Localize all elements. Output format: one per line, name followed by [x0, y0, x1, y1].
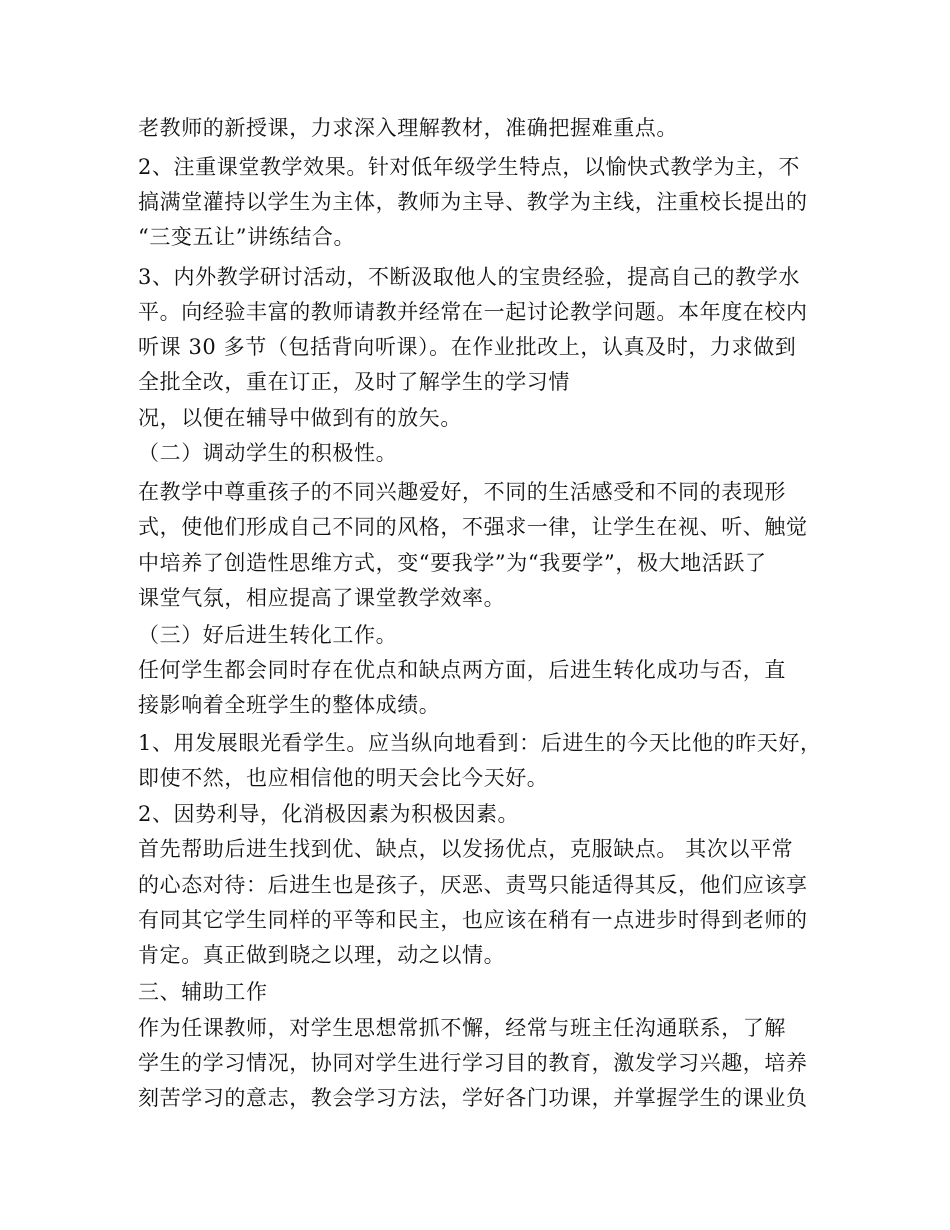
- text-line: 在教学中尊重孩子的不同兴趣爱好，不同的生活感受和不同的表现形: [138, 480, 786, 504]
- text-line: 学生的学习情况，协同对学生进行学习目的教育，激发学习兴趣，培养: [138, 1051, 808, 1075]
- text-line: 2、因势利导，化消极因素为积极因素。: [138, 802, 520, 826]
- text-line: 听课 30 多节（包括背向听课）。在作业批改上，认真及时，力求做到: [138, 335, 797, 359]
- text-line: 中培养了创造性思维方式，变“要我学”为“我要学”，极大地活跃了: [138, 551, 767, 575]
- text-line: “三变五让”讲练结合。: [138, 225, 356, 249]
- text-line: 课堂气氛，相应提高了课堂教学效率。: [138, 586, 506, 610]
- text-line: 2、注重课堂教学效果。针对低年级学生特点，以愉快式教学为主，不: [138, 155, 800, 179]
- text-line: 任何学生都会同时存在优点和缺点两方面，后进生转化成功与否，直: [138, 658, 786, 682]
- section-heading: （二）调动学生的积极性。: [138, 441, 398, 465]
- text-line: 1、用发展眼光看学生。应当纵向地看到：后进生的今天比他的昨天好，: [138, 731, 822, 755]
- text-line: 首先帮助后进生找到优、缺点，以发扬优点，克服缺点。 其次以平常: [138, 837, 794, 861]
- text-line: 的心态对待：后进生也是孩子，厌恶、责骂只能适得其反，他们应该享: [138, 873, 808, 897]
- text-line: 全批全改，重在订正，及时了解学生的学习情: [138, 370, 570, 394]
- text-line: 老教师的新授课，力求深入理解教材，准确把握难重点。: [138, 116, 678, 140]
- section-heading: （三）好后进生转化工作。: [138, 623, 398, 647]
- text-line: 搞满堂灌持以学生为主体，教师为主导、教学为主线，注重校长提出的: [138, 190, 808, 214]
- text-line: 接影响着全班学生的整体成绩。: [138, 693, 441, 717]
- text-line: 平。向经验丰富的教师请教并经常在一起讨论教学问题。本年度在校内: [138, 300, 808, 324]
- text-line: 式，使他们形成自己不同的风格，不强求一律，让学生在视、听、触觉: [138, 515, 808, 539]
- text-line: 况，以便在辅导中做到有的放矢。: [138, 406, 462, 430]
- text-line: 有同其它学生同样的平等和民主，也应该在稍有一点进步时得到老师的: [138, 908, 808, 932]
- text-line: 即使不然，也应相信他的明天会比今天好。: [138, 766, 549, 790]
- text-line: 肯定。真正做到晓之以理，动之以情。: [138, 943, 506, 967]
- text-line: 刻苦学习的意志，教会学习方法，学好各门功课，并掌握学生的课业负: [138, 1086, 808, 1110]
- text-line: 作为任课教师，对学生思想常抓不懈，经常与班主任沟通联系，了解: [138, 1016, 786, 1040]
- text-line: 3、内外教学研讨活动，不断汲取他人的宝贵经验，提高自己的教学水: [138, 265, 800, 289]
- section-heading: 三、辅助工作: [138, 980, 268, 1004]
